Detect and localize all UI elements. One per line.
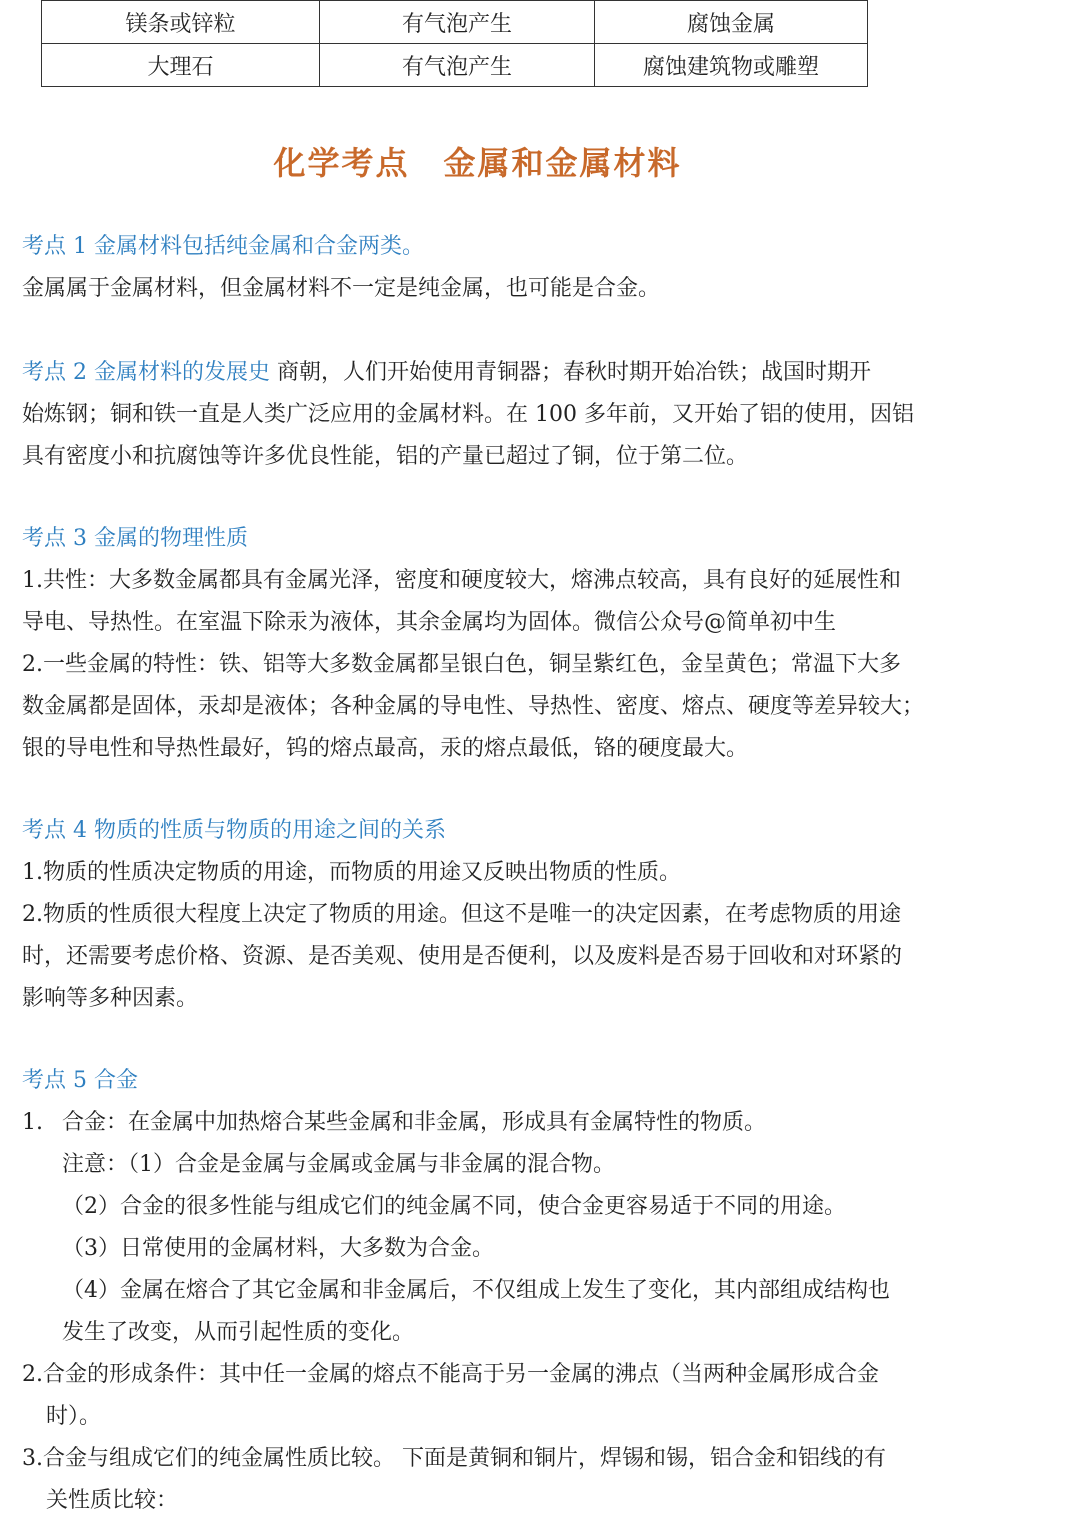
table-row	[42, 1, 868, 44]
note-line: （2）合金的很多性能与组成它们的纯金属不同，使合金更容易适于不同的用途。	[62, 1194, 846, 1219]
note-line: （3）日常使用的金属材料，大多数为合金。	[62, 1236, 494, 1261]
list-item-continuation: 时）。	[46, 1404, 102, 1429]
paragraph-text: 商朝，人们开始使用青铜器；春秋时期开始冶铁；战国时期开	[269, 360, 871, 385]
paragraph-line: 2.物质的性质很大程度上决定了物质的用途。但这不是唯一的决定因素，在考虑物质的用途	[22, 902, 901, 927]
paragraph-line: 时，还需要考虑价格、资源、是否美观、使用是否便利，以及废料是否易于回收和对环紧的	[22, 944, 903, 969]
table-cell: 腐蚀建筑物或雕塑	[595, 44, 868, 87]
paragraph-line: 始炼钢；铜和铁一直是人类广泛应用的金属材料。在 100 多年前，又开始了铝的使用，因铝	[22, 402, 914, 427]
list-item-number: 1.	[22, 1110, 43, 1135]
paragraph-line: 1.物质的性质决定物质的用途，而物质的用途又反映出物质的性质。	[22, 860, 681, 885]
paragraph-line: 影响等多种因素。	[22, 986, 199, 1011]
table-cell: 有气泡产生	[320, 1, 595, 44]
table-row	[42, 44, 868, 87]
table-cell: 镁条或锌粒	[42, 1, 320, 44]
list-item: 3.合金与组成它们的纯金属性质比较。 下面是黄铜和铜片，焊锡和锡，铝合金和铝线的有	[22, 1446, 886, 1471]
paragraph-line: 银的导电性和导热性最好，钨的熔点最高，汞的熔点最低，铬的硬度最大。	[22, 736, 749, 761]
reaction-table	[41, 0, 868, 87]
section-heading: 考点 5 合金	[22, 1068, 138, 1093]
paragraph-line: 导电、导热性。在室温下除汞为液体，其余金属均为固体。微信公众号@简单初中生	[22, 610, 837, 635]
table-cell: 腐蚀金属	[595, 1, 868, 44]
paragraph-line: 具有密度小和抗腐蚀等许多优良性能，铝的产量已超过了铜，位于第二位。	[22, 444, 749, 469]
note-line: 注意：（1）合金是金属与金属或金属与非金属的混合物。	[62, 1152, 615, 1177]
list-item: 2.合金的形成条件：其中任一金属的熔点不能高于另一金属的沸点（当两种金属形成合金	[22, 1362, 879, 1387]
list-item: 合金：在金属中加热熔合某些金属和非金属，形成具有金属特性的物质。	[62, 1110, 767, 1135]
section-first-line	[22, 352, 871, 394]
list-item-continuation: 关性质比较：	[46, 1488, 179, 1513]
paragraph-line: 金属属于金属材料，但金属材料不一定是纯金属，也可能是合金。	[22, 276, 661, 301]
paragraph-line: 数金属都是固体，汞却是液体；各种金属的导电性、导热性、密度、熔点、硬度等差异较大；	[22, 694, 925, 719]
note-line: 发生了改变，从而引起性质的变化。	[62, 1320, 415, 1345]
table-cell: 有气泡产生	[320, 44, 595, 87]
paragraph-line: 2.一些金属的特性：铁、铝等大多数金属都呈银白色，铜呈紫红色，金呈黄色；常温下大多	[22, 652, 901, 677]
section-heading: 考点 1 金属材料包括纯金属和合金两类。	[22, 234, 424, 259]
paragraph-line: 1.共性：大多数金属都具有金属光泽，密度和硬度较大，熔沸点较高，具有良好的延展性和	[22, 568, 901, 593]
section-heading: 考点 4 物质的性质与物质的用途之间的关系	[22, 818, 446, 843]
section-heading: 考点 3 金属的物理性质	[22, 526, 248, 551]
note-line: （4）金属在熔合了其它金属和非金属后，不仅组成上发生了变化，其内部组成结构也	[62, 1278, 890, 1303]
table-cell: 大理石	[42, 44, 320, 87]
section-heading: 考点 2 金属材料的发展史	[22, 360, 270, 385]
page-title: 化学考点 金属和金属材料	[273, 144, 682, 182]
